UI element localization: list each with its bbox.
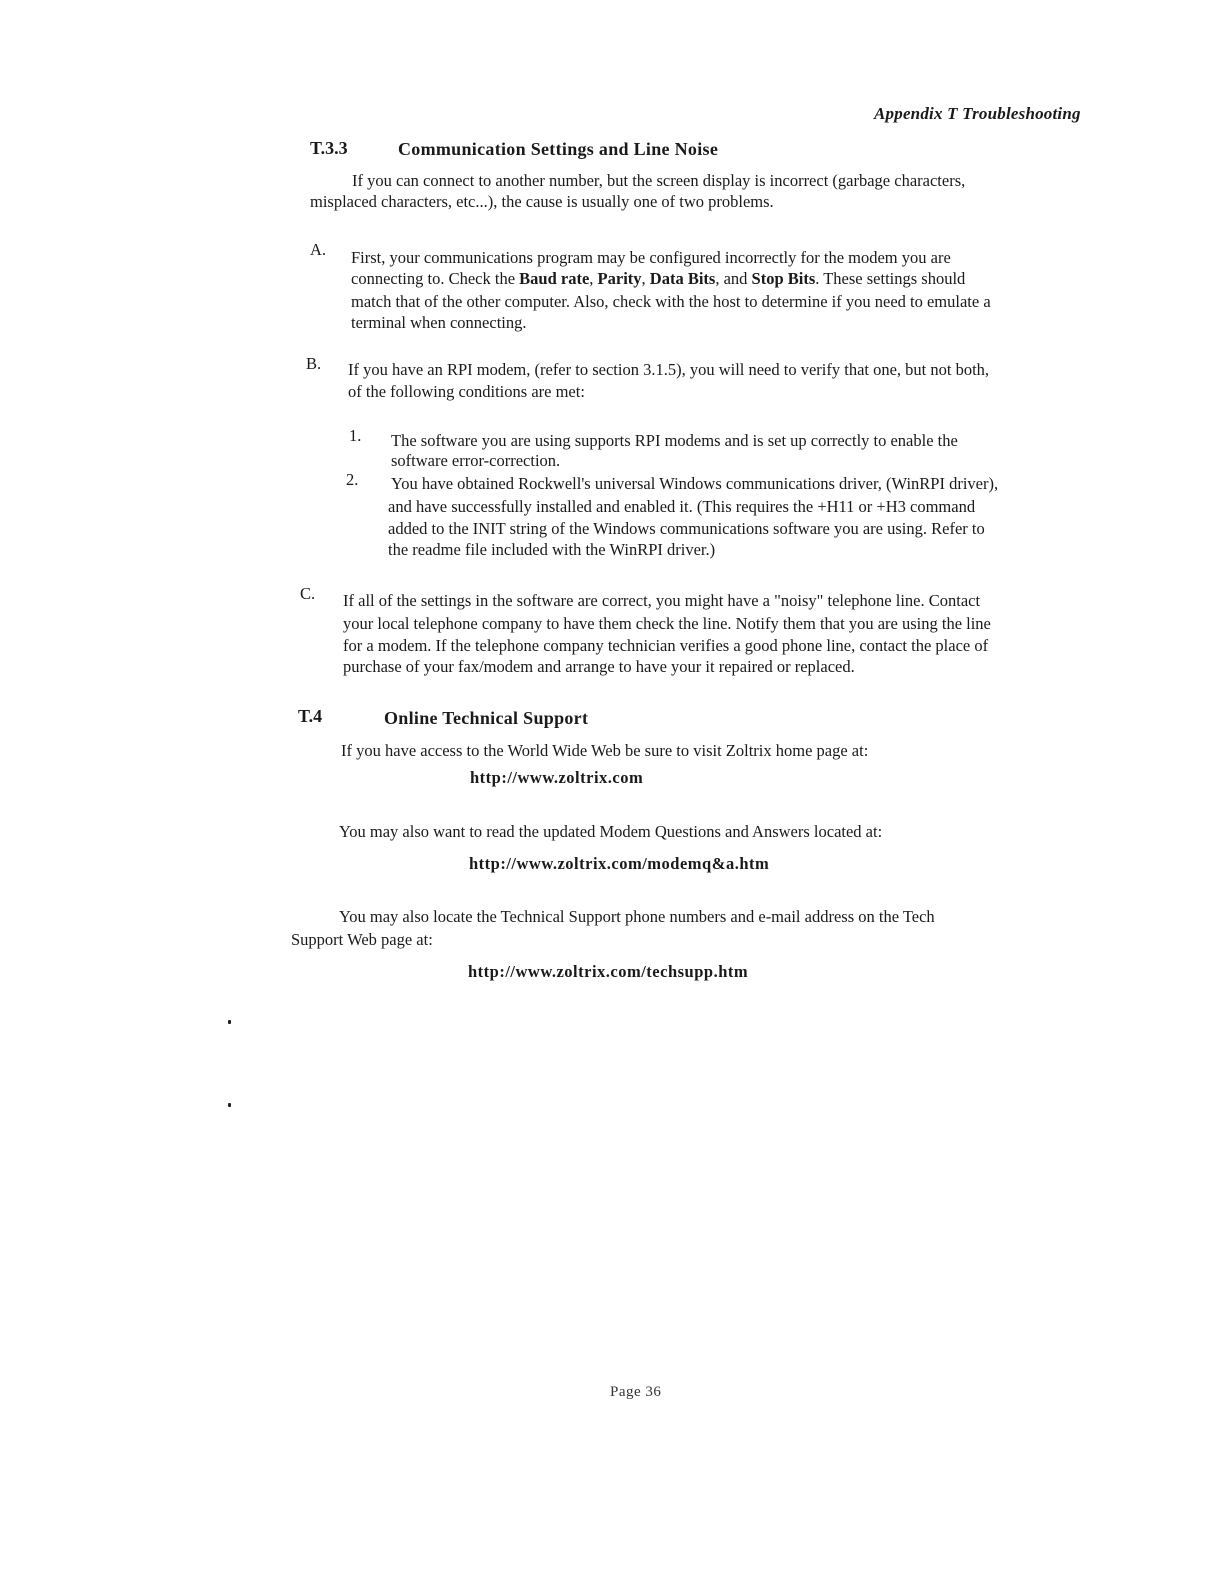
item-b-marker: B. — [306, 354, 322, 373]
page-header: Appendix T Troubleshooting — [874, 104, 1081, 123]
sub-2-marker: 2. — [346, 470, 359, 489]
modem-qa-link[interactable]: http://www.zoltrix.com/modemq&a.htm — [469, 854, 770, 873]
item-b-line-2: of the following conditions are met: — [348, 382, 585, 401]
t4-line-2: You may also want to read the updated Modem Questions and Answers located at: — [339, 822, 883, 841]
sub-2-line-2: and have successfully installed and enabled it. (This requires the +H11 or +H3 command — [388, 497, 976, 516]
page-number: Page 36 — [610, 1384, 662, 1400]
stop-bits-term: Stop Bits — [751, 269, 816, 288]
zoltrix-home-link[interactable]: http://www.zoltrix.com — [470, 768, 644, 787]
sub-2-line-3: added to the INIT string of the Windows communications software you are using. Refer to — [388, 519, 985, 538]
scan-mark — [228, 1020, 231, 1024]
sub-1-marker: 1. — [349, 426, 362, 445]
intro-line-2: misplaced characters, etc...), the cause is usually one of two problems. — [310, 192, 774, 211]
item-a-line-2: connecting to. Check the Baud rate, Parity, Data Bits, and Stop Bits. These settings should — [351, 269, 966, 288]
item-c-line-3: for a modem. If the telephone company technician verifies a good phone line, contact the place of — [343, 636, 989, 655]
data-bits-term: Data Bits — [649, 269, 716, 288]
sub-2-line-1: You have obtained Rockwell's universal Windows communications driver, (WinRPI driver), — [391, 474, 999, 493]
section-title-t4: Online Technical Support — [384, 708, 589, 728]
item-c-line-1: If all of the settings in the software are correct, you might have a "noisy" telephone line. Contact — [343, 591, 981, 610]
baud-rate-term: Baud rate — [519, 269, 590, 288]
tech-support-link[interactable]: http://www.zoltrix.com/techsupp.htm — [468, 962, 749, 981]
intro-line-1: If you can connect to another number, but the screen display is incorrect (garbage characters, — [352, 171, 966, 190]
sub-2-line-4: the readme file included with the WinRPI driver.) — [388, 540, 716, 559]
section-title-t33: Communication Settings and Line Noise — [398, 139, 719, 159]
section-number-t4: T.4 — [298, 706, 323, 726]
t4-line-1: If you have access to the World Wide Web be sure to visit Zoltrix home page at: — [341, 741, 869, 760]
sub-1-line-1: The software you are using supports RPI modems and is set up correctly to enable the — [391, 431, 958, 450]
sub-1-line-2: software error-correction. — [391, 451, 561, 470]
item-a-line-4: terminal when connecting. — [351, 313, 527, 332]
scan-mark — [228, 1103, 231, 1107]
parity-term: Parity — [597, 269, 642, 288]
item-c-line-4: purchase of your fax/modem and arrange to have your it repaired or replaced. — [343, 657, 855, 676]
item-a-line-3: match that of the other computer. Also, check with the host to determine if you need to emulate a — [351, 292, 991, 311]
section-number-t33: T.3.3 — [310, 138, 348, 158]
item-a-marker: A. — [310, 240, 327, 259]
t4-line-3b: Support Web page at: — [291, 930, 433, 949]
item-b-line-1: If you have an RPI modem, (refer to section 3.1.5), you will need to verify that one, but not both, — [348, 360, 990, 379]
t4-line-3a: You may also locate the Technical Support phone numbers and e-mail address on the Tech — [339, 907, 935, 926]
item-c-line-2: your local telephone company to have them check the line. Notify them that you are using the line — [343, 614, 991, 633]
item-a-line-1: First, your communications program may be configured incorrectly for the modem you are — [351, 248, 951, 267]
item-c-marker: C. — [300, 584, 316, 603]
